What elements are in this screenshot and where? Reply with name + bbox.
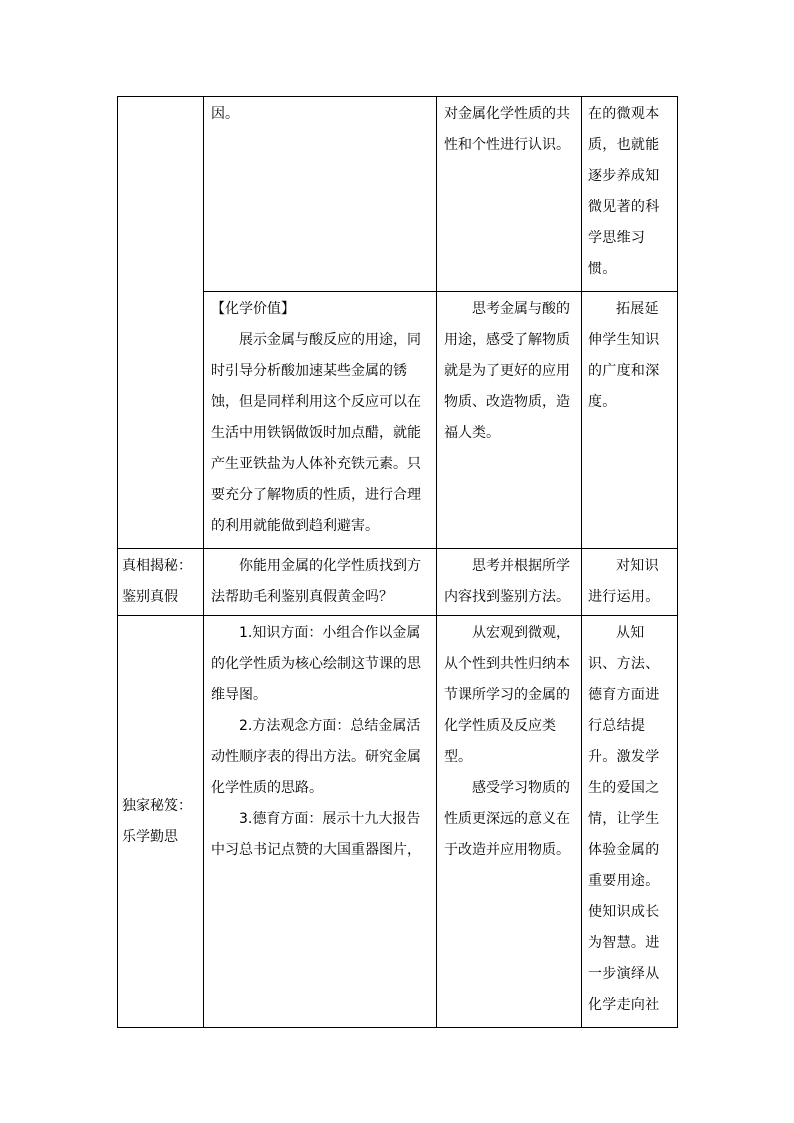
lesson-plan-table [117, 96, 678, 1028]
table-row [118, 97, 678, 292]
stage-cell [118, 97, 204, 549]
teacher-text: 因。 [211, 106, 239, 122]
teacher-text: 展示金属与酸反应的用途，同时引导分析酸加速某些金属的锈蚀，但是同样利用这个反应可以在生活中用铁锅做饭时加点醋，就能产生亚铁盐为人体补充铁元素。只要充分了解物质的性质，进行合理的利用就能做到趋利避害。 [211, 332, 421, 534]
teacher-text: 1.知识方面：小组合作以金属的化学性质为核心绘制这节课的思维导图。 [211, 625, 421, 703]
table-row [118, 549, 678, 616]
teacher-activity-cell [204, 97, 437, 292]
teacher-activity-cell [204, 616, 437, 1028]
design-intent-cell [582, 616, 678, 1028]
teacher-activity-cell [204, 292, 437, 549]
intent-text: 从知识、方法、德育方面进行总结提升。激发学生的爱国之情，让学生体验金属的重要用途。使知识成长为智慧。进一步演绎从化学走向社 [588, 625, 660, 1013]
stage-cell [118, 616, 204, 1028]
student-text: 感受学习物质的性质更深远的意义在于改造并应用物质。 [444, 780, 570, 858]
stage-cell [118, 549, 204, 616]
student-text: 思考金属与酸的用途，感受了解物质就是为了更好的应用物质、改造物质，造福人类。 [444, 301, 570, 441]
design-intent-cell [582, 97, 678, 292]
student-text: 思考并根据所学内容找到鉴别方法。 [444, 558, 570, 605]
teacher-text: 3.德育方面：展示十九大报告中习总书记点赞的大国重器图片， [211, 811, 421, 858]
student-activity-cell [437, 97, 582, 292]
student-text: 从宏观到微观，从个性到共性归纳本节课所学习的金属的化学性质及反应类型。 [444, 625, 570, 765]
section-heading: 【化学价值】 [211, 301, 295, 317]
teacher-text: 2.方法观念方面：总结金属活动性顺序表的得出方法。研究金属化学性质的思路。 [211, 718, 421, 796]
stage-label: 独家秘笈：乐学勤思 [122, 797, 192, 845]
teacher-text: 你能用金属的化学性质找到方法帮助毛利鉴别真假黄金吗？ [211, 558, 421, 605]
student-text: 对金属化学性质的共性和个性进行认识。 [444, 106, 570, 153]
stage-label: 真相揭秘：鉴别真假 [122, 558, 192, 605]
teacher-activity-cell [204, 549, 437, 616]
intent-text: 对知识进行运用。 [588, 558, 660, 605]
intent-text: 拓展延伸学生知识的广度和深度。 [588, 301, 660, 410]
intent-text: 在的微观本质，也就能逐步养成知微见著的科学思维习惯。 [588, 106, 660, 277]
design-intent-cell [582, 549, 678, 616]
student-activity-cell [437, 616, 582, 1028]
student-activity-cell [437, 549, 582, 616]
design-intent-cell [582, 292, 678, 549]
table-row [118, 616, 678, 1028]
student-activity-cell [437, 292, 582, 549]
